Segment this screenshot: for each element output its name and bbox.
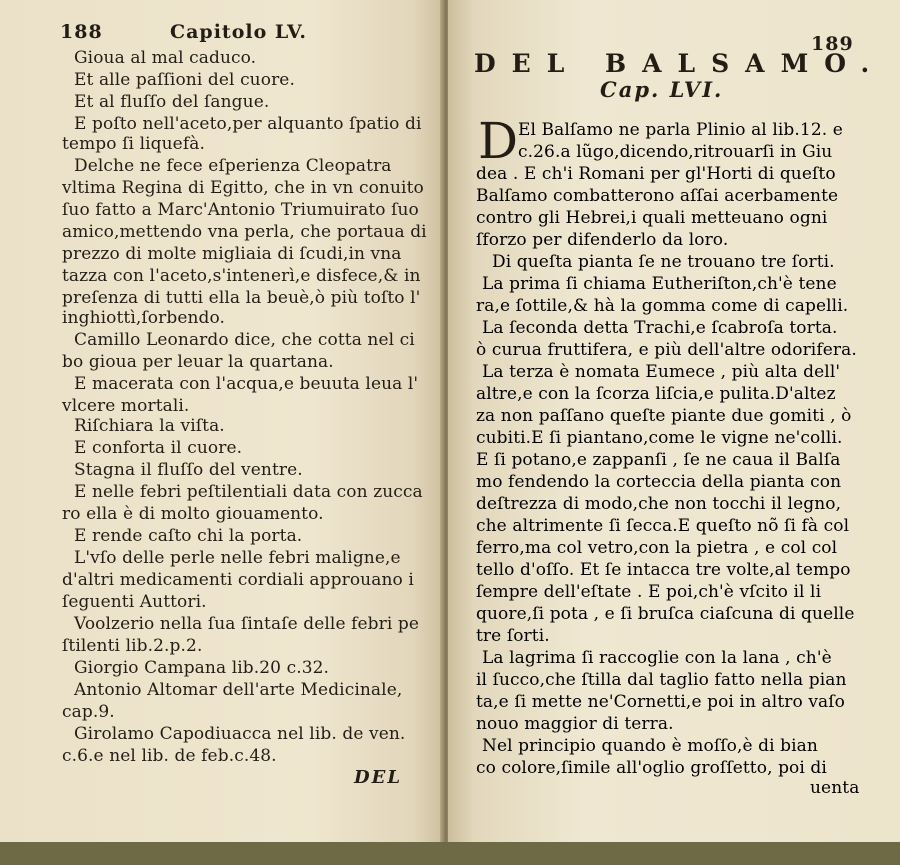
text-line: tazza con l'aceto,s'intenerì,e disfece,& in	[62, 266, 421, 286]
text-line: c.6.e nel lib. de feb.c.48.	[62, 746, 277, 766]
left-page	[0, 0, 444, 842]
text-line: ſeguenti Auttori.	[62, 592, 207, 612]
text-line: Camillo Leonardo dice, che cotta nel ci	[74, 330, 415, 350]
text-line: za non paſſano queſte piante due gomiti , ò	[476, 406, 852, 426]
text-line: Riſchiara la viſta.	[74, 416, 225, 436]
text-line: deſtrezza di modo,che non tocchi il legno,	[476, 494, 842, 514]
text-line: Et alle paſſioni del cuore.	[74, 70, 295, 90]
text-line: uenta	[810, 778, 860, 798]
text-line: Balſamo combatterono aſſai acerbamente	[476, 186, 839, 206]
text-line: nouo maggior di terra.	[476, 714, 674, 734]
text-line: vltima Regina di Egitto, che in vn conuito	[62, 178, 424, 198]
text-line: inghiottì,ſorbendo.	[62, 308, 226, 328]
text-line: L'vſo delle perle nelle febri maligne,e	[74, 548, 401, 568]
text-line: preſenza di tutti ella la beuè,ò più toſto l'	[62, 288, 421, 308]
text-line: E poſto nell'aceto,per alquanto ſpatio di	[74, 114, 422, 134]
text-line: ſuo fatto a Marc'Antonio Triumuirato ſuo	[62, 200, 419, 220]
drop-cap: D	[478, 112, 519, 170]
chapter-title: DEL BALSAMO.	[474, 49, 886, 78]
text-line: vlcere mortali.	[62, 396, 190, 416]
text-line: che altrimente ſi ſecca.E queſto nõ ſi fà col	[476, 516, 850, 536]
text-line: ſtilenti lib.2.p.2.	[62, 636, 203, 656]
text-line: co colore,ſimile all'oglio groſſetto, poi di	[476, 758, 827, 778]
text-line: Delche ne fece eſperienza Cleopatra	[74, 156, 392, 176]
text-line: cubiti.E ſi piantano,come le vigne ne'colli.	[476, 428, 843, 448]
running-head: Capitolo LV.	[170, 21, 308, 43]
text-line: Voolzerio nella ſua ſintaſe delle febri pe	[74, 614, 420, 634]
text-line: E ſi potano,e zappanſi , ſe ne caua il Balſa	[476, 450, 841, 470]
text-line: ta,e ſi mette ne'Cornetti,e poi in altro vaſo	[476, 692, 845, 712]
text-line: E macerata con l'acqua,e beuuta leua l'	[74, 374, 419, 394]
text-line: mo fendendo la corteccia della pianta con	[476, 472, 842, 492]
text-line: altre,e con la ſcorza liſcia,e pulita.D'altez	[476, 384, 836, 404]
chapter-subtitle: Cap. LVI.	[600, 77, 724, 102]
text-line: ro ella è di molto giouamento.	[62, 504, 324, 524]
text-line: Giorgio Campana lib.20 c.32.	[74, 658, 330, 678]
text-line: La terza è nomata Eumece , più alta dell'	[482, 362, 841, 382]
text-line: Antonio Altomar dell'arte Medicinale,	[74, 680, 403, 700]
text-line: tempo ſi liquefà.	[62, 134, 205, 154]
text-line: contro gli Hebrei,i quali metteuano ogni	[476, 208, 828, 228]
text-line: d'altri medicamenti cordiali approuano i	[62, 570, 414, 590]
text-line: La ſeconda detta Trachi,e ſcabroſa torta.	[482, 318, 838, 338]
text-line: E conforta il cuore.	[74, 438, 243, 458]
text-line: Gioua al mal caduco.	[74, 48, 257, 68]
text-line: c.26.a lũgo,dicendo,ritrouarſi in Giu	[518, 142, 833, 162]
text-line: E nelle febri peſtilentiali data con zucca	[74, 482, 423, 502]
text-line: il ſucco,che ſtilla dal taglio fatto nella pian	[476, 670, 847, 690]
catchword: DEL	[354, 767, 402, 788]
text-line: Stagna il fluſſo del ventre.	[74, 460, 303, 480]
text-line: El Balſamo ne parla Plinio al lib.12. e	[518, 120, 843, 140]
text-line: Girolamo Capodiuacca nel lib. de ven.	[74, 724, 406, 744]
text-line: Nel principio quando è moſſo,è di bian	[482, 736, 818, 756]
text-line: quore,ſi pota , e ſi bruſca ciaſcuna di quelle	[476, 604, 855, 624]
text-line: tello d'oſſo. Et ſe intacca tre volte,al tempo	[476, 560, 851, 580]
text-line: ferro,ma col vetro,con la pietra , e col col	[476, 538, 838, 558]
text-line: cap.9.	[62, 702, 115, 722]
page-number-left: 188	[60, 21, 103, 43]
text-line: Di queſta pianta ſe ne trouano tre ſorti.	[492, 252, 835, 272]
text-line: bo gioua per leuar la quartana.	[62, 352, 334, 372]
text-line: ò curua fruttifera, e più dell'altre odorifera.	[476, 340, 857, 360]
text-line: E rende caſto chi la porta.	[74, 526, 303, 546]
text-line: tre ſorti.	[476, 626, 550, 646]
text-line: amico,mettendo vna perla, che portaua di	[62, 222, 427, 242]
text-line: ra,e ſottile,& hà la gomma come di capelli.	[476, 296, 849, 316]
text-line: Et al fluſſo del ſangue.	[74, 92, 270, 112]
text-line: La lagrima ſi raccoglie con la lana , ch'è	[482, 648, 832, 668]
text-line: ſempre dell'eſtate . E poi,ch'è vſcito il li	[476, 582, 822, 602]
text-line: La prima ſi chiama Eutheriſton,ch'è tene	[482, 274, 837, 294]
text-line: prezzo di molte migliaia di ſcudi,in vna	[62, 244, 402, 264]
text-line: dea . E ch'i Romani per gl'Horti di queſto	[476, 164, 836, 184]
page-number-right: 189	[811, 33, 854, 55]
text-line: ſforzo per difenderlo da loro.	[476, 230, 729, 250]
